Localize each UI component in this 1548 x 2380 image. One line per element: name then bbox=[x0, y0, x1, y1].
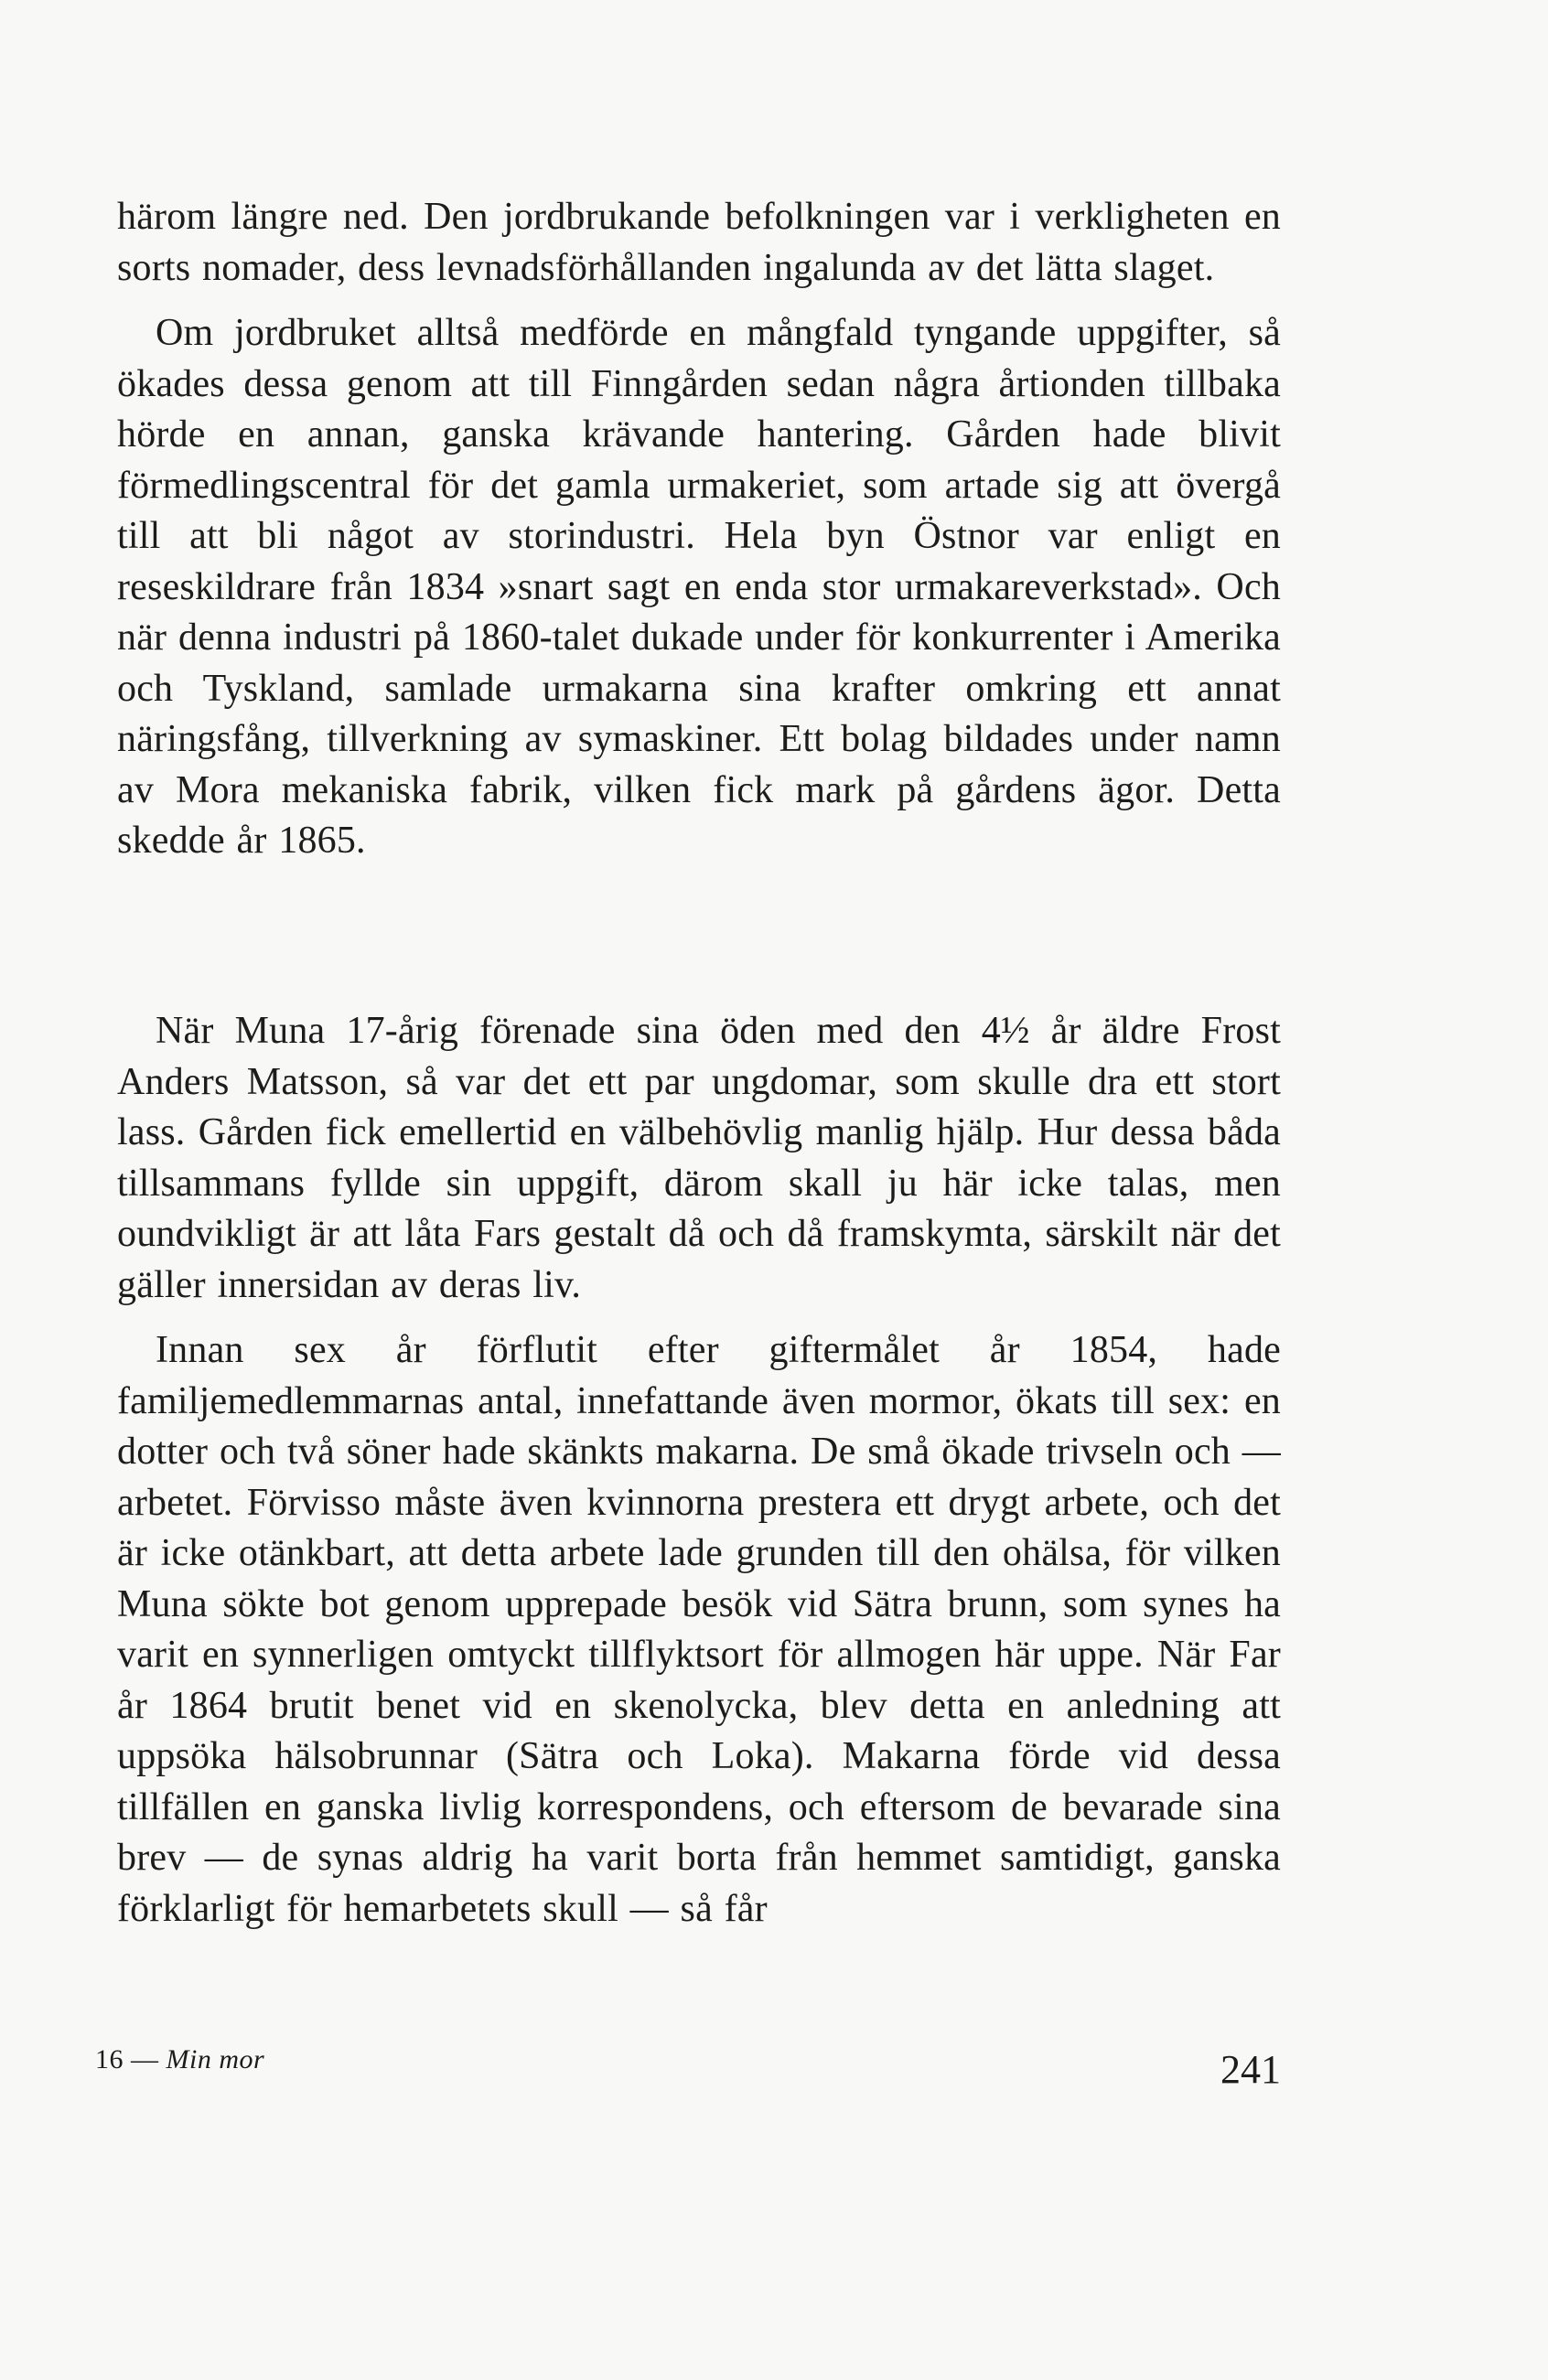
text-section-1 bbox=[117, 192, 1281, 867]
text-section-2 bbox=[117, 1006, 1281, 1935]
signature-title: Min mor bbox=[166, 2044, 265, 2074]
paragraph-agriculture-industry: Om jordbruket alltså medförde en mångfald tyngande uppgifter, så ökades dessa genom att till Finngården sedan några årtionden tillbaka hörde en annan, ganska krävande hantering. Gården hade blivit förmedlingscentral för det gamla urmakeriet, som artade sig att övergå till att bli något av storindustri. Hela byn Östnor var enligt en reseskildrare från 1834 »snart sagt en enda stor urmakareverkstad». Och när denna industri på 1860-talet dukade under för konkurrenter i Amerika och Tyskland, samlade urmakarna sina krafter omkring ett annat näringsfång, tillverkning av symaskiner. Ett bolag bildades under namn av Mora mekaniska fabrik, vilken fick mark på gårdens ägor. Detta skedde år 1865. bbox=[117, 312, 1281, 862]
signature-mark bbox=[95, 2044, 264, 2075]
page-footer bbox=[95, 2035, 1281, 2108]
paragraph-marriage: När Muna 17-årig förenade sina öden med den 4½ år äldre Frost Anders Matsson, så var det ett par ungdomar, som skulle dra ett stort lass. Gården fick emellertid en välbehövlig manlig hjälp. Hur dessa båda tillsammans fyllde sin uppgift, därom skall ju här icke talas, men oundvikligt är att låta Fars gestalt då och då framskymta, särskilt när det gäller innersidan av deras liv. bbox=[117, 1010, 1281, 1306]
paragraph-family: Innan sex år förflutit efter giftermålet år 1854, hade familjemedlemmarnas antal, innefattande även mormor, ökats till sex: en dotter och två söner hade skänkts makarna. De små ökade trivseln och — arbetet. Förvisso måste även kvinnorna prestera ett drygt arbete, och det är icke otänkbart, att detta arbete lade grunden till den ohälsa, för vilken Muna sökte bot genom upprepade besök vid Sätra brunn, som synes ha varit en synnerligen omtyckt tillflyktsort för allmogen här uppe. När Far år 1864 brutit benet vid en skenolycka, blev detta en anledning att uppsöka hälsobrunnar (Sätra och Loka). Makarna förde vid dessa tillfällen en ganska livlig korrespondens, och eftersom de bevarade sina brev — de synas aldrig ha varit borta från hemmet samtidigt, ganska förklarligt för hemarbetets skull — så får bbox=[117, 1329, 1281, 1930]
paragraph-continuation: härom längre ned. Den jordbrukande befolkningen var i verkligheten en sorts nomader, dess levnadsförhållanden ingalunda av det lätta slaget. bbox=[117, 196, 1281, 289]
page-number: 241 bbox=[1220, 2047, 1281, 2092]
signature-number: 16 — bbox=[95, 2044, 159, 2074]
